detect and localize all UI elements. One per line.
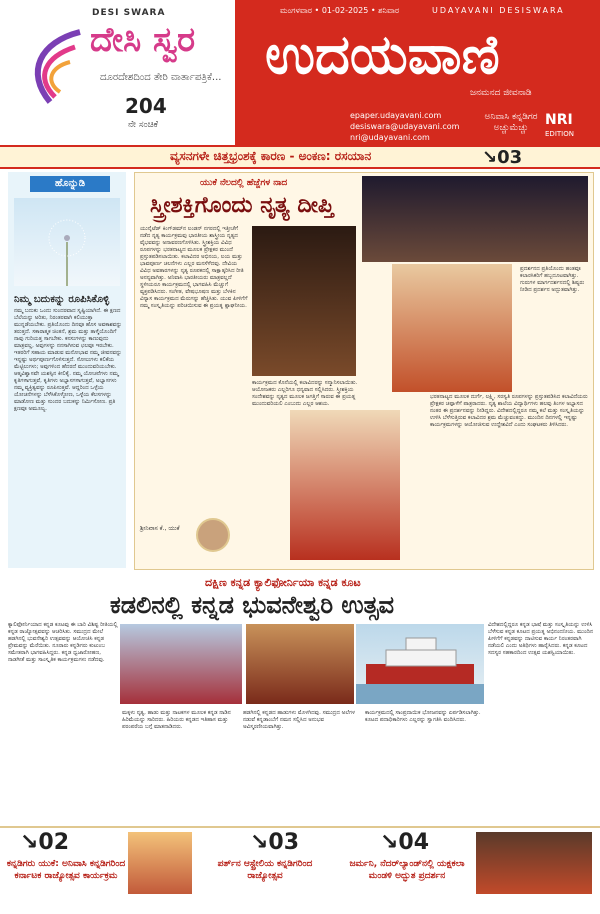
- edition-main: NRI: [545, 112, 573, 128]
- feature-body-1: ಯುನೈಟೆಡ್ ಕಿಂಗ್‌ಡಮ್‌ನ ಲಂಡನ್ ನಗರದಲ್ಲಿ ಇತ್ತೀಚೆಗೆ ನಡೆದ ನೃತ್ಯ ಕಾರ್ಯಕ್ರಮವು ಭಾರತೀಯ ಶಾಸ್ತ್ರೀಯ ನೃತ್ಯದ ವೈಭವವನ್ನು ಅನಾವರಣಗೊಳಿಸಿತು. ಸ್ತ್ರೀಶಕ್ತಿಯ ವಿವಿಧ ರೂಪಗಳನ್ನು ಭರತನಾಟ್ಯದ ಮೂಲಕ ಪ್ರೇಕ್ಷಕರ ಮುಂದೆ ಪ್ರಸ್ತುತಪಡಿಸಲಾಯಿತು. ಕಲಾವಿದರ ಅಭಿನಯ, ಲಯ ಮತ್ತು ಭಾವಪೂರ್ಣ ಚಲನೆಗಳು ಎಲ್ಲರ ಮನಸೆಳೆದವು. ದೇವಿಯ ವಿವಿಧ ಅವತಾರಗಳನ್ನು ನೃತ್ಯ ರೂಪಕದಲ್ಲಿ ಸಾಕ್ಷಾತ್ಕರಿಸಿದ ರೀತಿ ಅನನ್ಯವಾಗಿತ್ತು. ಅನಿವಾಸಿ ಭಾರತೀಯರು ಮಾತ್ರವಲ್ಲದೆ ಸ್ಥಳೀಯರೂ ಕಾರ್ಯಕ್ರಮದಲ್ಲಿ ಭಾಗವಹಿಸಿ ಮೆಚ್ಚುಗೆ ವ್ಯಕ್ತಪಡಿಸಿದರು. ಸಂಗೀತ, ವೇಷಭೂಷಣ ಮತ್ತು ಬೆಳಕಿನ ವಿನ್ಯಾಸ ಕಾರ್ಯಕ್ರಮದ ಮೆರುಗನ್ನು ಹೆಚ್ಚಿಸಿತು. ಯುವ ಪೀಳಿಗೆಗೆ ನಮ್ಮ ಸಂಸ್ಕೃತಿಯನ್ನು ಪರಿಚಯಿಸುವ ಈ ಪ್ರಯತ್ನ ಶ್ಲಾಘನೀಯ.: [140, 226, 248, 309]
- second-kicker: ದಕ್ಷಿಣ ಕನ್ನಡ ಕ್ಯಾಲಿಫೋರ್ನಿಯಾ ಕನ್ನಡ ಕೂಟ: [205, 576, 361, 589]
- desiswara-logo-icon: [20, 22, 90, 112]
- stage-photo: [362, 176, 588, 262]
- issue-label: ನೇ ಸಂಚಿಕೆ: [128, 120, 159, 130]
- footer-divider: [0, 826, 600, 828]
- idol-photo: [246, 624, 354, 704]
- contact-email-desiswara[interactable]: desiswara@udayavani.com: [350, 122, 460, 131]
- second-body-3: ಹಡಗಿನಲ್ಲಿ ಕನ್ನಡದ ಹಾಡುಗಳು ಮೊಳಗಿದವು. ಸಮುದ್ರದ ಅಲೆಗಳ ನಡುವೆ ಕನ್ನಡಾಂಬೆಗೆ ನಮನ ಸಲ್ಲಿಸಿದ ಅನುಭವ ಅವಿಸ್ಮರಣೀಯವಾಗಿತ್ತು.: [243, 710, 355, 730]
- feature-body-2: ಪ್ರದರ್ಶನದ ಪ್ರತಿಯೊಂದು ಹಂತವೂ ಕಲಾರಸಿಕರಿಗೆ ಹಬ್ಬದೂಟವಾಗಿತ್ತು. ಗುರುಗಳ ಮಾರ್ಗದರ್ಶನದಲ್ಲಿ ಶಿಷ್ಯರು ನೀಡಿದ ಪ್ರದರ್ಶನ ಅದ್ಭುತವಾಗಿತ್ತು.: [520, 266, 585, 293]
- feature-kicker: ಯುಕೆ ನೆಲದಲ್ಲಿ ಹೆಜ್ಜೆಗಳ ನಾದ: [200, 178, 288, 188]
- dancer-photo-1: [252, 226, 356, 376]
- second-title[interactable]: ಕಡಲಿನಲ್ಲಿ ಕನ್ನಡ ಭುವನೇಶ್ವರಿ ಉತ್ಸವ: [110, 590, 395, 619]
- author-name: ಶ್ರೀನಿವಾಸ ಕೆ., ಯುಕೆ: [140, 525, 180, 532]
- thought-title: ಹೊನ್ನುಡಿ: [30, 176, 110, 192]
- teaser-1-photo: [128, 832, 192, 894]
- teaser-1-text[interactable]: ಕನ್ನಡಿಗರು ಯುಕೆ: ಅನಿವಾಸಿ ಕನ್ನಡಿಗರಿಂದ ಕರ್ನಾಟಕ ರಾಜ್ಯೋತ್ಸವ ಕಾರ್ಯಕ್ರಮ: [6, 859, 126, 881]
- headline-page-ref[interactable]: ↘03: [482, 147, 523, 168]
- paper-label: UDAYAVANI DESISWARA: [432, 6, 565, 15]
- second-body-2: ಮಕ್ಕಳು ನೃತ್ಯ, ಹಾಡು ಮತ್ತು ನಾಟಕಗಳ ಮೂಲಕ ಕನ್ನಡ ನಾಡಿನ ಹಿರಿಮೆಯನ್ನು ಸಾರಿದರು. ಹಿರಿಯರು ಕನ್ನಡದ ಇತಿಹಾಸ ಮತ್ತು ಪರಂಪರೆಯ ಬಗ್ಗೆ ಮಾತನಾಡಿದರು.: [122, 710, 231, 730]
- feature-body-4: ಭರತನಾಟ್ಯದ ಮೂಲಕ ದುರ್ಗೆ, ಲಕ್ಷ್ಮಿ, ಸರಸ್ವತಿ ರೂಪಗಳನ್ನು ಪ್ರಸ್ತುತಪಡಿಸಿದ ಕಲಾವಿದೆಯರು ಪ್ರೇಕ್ಷಕರ ಚಪ್ಪಾಳೆಗೆ ಪಾತ್ರರಾದರು. ನೃತ್ಯ ಶಾಲೆಯ ವಿದ್ಯಾರ್ಥಿಗಳು ಹಲವು ತಿಂಗಳ ಅಭ್ಯಾಸದ ನಂತರ ಈ ಪ್ರದರ್ಶನವನ್ನು ನೀಡಿದ್ದರು. ವಿದೇಶದಲ್ಲಿದ್ದರೂ ನಮ್ಮ ಕಲೆ ಮತ್ತು ಸಂಸ್ಕೃತಿಯನ್ನು ಉಳಿಸಿ ಬೆಳೆಸುತ್ತಿರುವ ಕಲಾವಿದರ ಶ್ರಮ ಮೆಚ್ಚುವಂತದ್ದು. ಮುಂದಿನ ದಿನಗಳಲ್ಲಿ ಇನ್ನಷ್ಟು ಕಾರ್ಯಕ್ರಮಗಳನ್ನು ಆಯೋಜಿಸುವ ಉದ್ದೇಶವಿದೆ ಎಂದು ಸಂಘಟಕರು ತಿಳಿಸಿದರು.: [430, 394, 588, 428]
- teaser-2-text[interactable]: ಪರ್ತ್‌ನ ಆಸ್ಟ್ರೇಲಿಯ ಕನ್ನಡಿಗರಿಂದ ರಾಜ್ಯೋತ್ಸವ: [217, 859, 313, 881]
- contact-email-nri[interactable]: nri@udayavani.com: [350, 133, 430, 142]
- author-avatar: [196, 518, 230, 552]
- ship-photo: [356, 624, 484, 704]
- brand-tagline: ದೂರದೇಶದಿಂದ ತೇರಿ ವಾರ್ತಾಪತ್ರಿಕೆ...: [100, 72, 222, 83]
- brand-small-label: DESI SWARA: [92, 8, 166, 18]
- paper-title: ಉದಯವಾಣಿ: [265, 22, 500, 86]
- feature-title[interactable]: ಸ್ತ್ರೀಶಕ್ತಿಗೊಂದು ನೃತ್ಯ ದೀಪ್ತಿ: [150, 192, 334, 218]
- brand-title: ದೇಸಿ ಸ್ವರ: [90, 20, 196, 60]
- dandelion-icon: [14, 198, 120, 286]
- teaser-3-text[interactable]: ಜರ್ಮನಿ, ನೆದರ್‌ಲ್ಯಾಂಡ್‌ನಲ್ಲಿ ಯಕ್ಷಕಲಾ ಮಂಡಳಿ ಅದ್ಭುತ ಪ್ರದರ್ಶನ: [349, 859, 465, 881]
- paper-motto: ಜನಮನದ ಜೀವನಾಡಿ: [470, 88, 532, 98]
- thought-heading: ನಿಮ್ಮ ಬದುಕನ್ನು ರೂಪಿಸಿಕೊಳ್ಳಿ: [14, 294, 110, 305]
- second-body-4: ಕಾರ್ಯಕ್ರಮದಲ್ಲಿ ಸಾಂಪ್ರದಾಯಿಕ ಭೋಜನವನ್ನು ಏರ್ಪಡಿಸಲಾಗಿತ್ತು. ಕೂಟದ ಪದಾಧಿಕಾರಿಗಳು ಎಲ್ಲರನ್ನು ಸ್ವಾಗತಿಸಿ ವಂದಿಸಿದರು.: [365, 710, 481, 723]
- edition-sub: EDITION: [545, 130, 574, 138]
- issue-number: 204: [125, 94, 167, 118]
- thought-body: ನಮ್ಮ ಬದುಕು ಒಂದು ಸುಂದರವಾದ ಸೃಷ್ಟಿಯಾಗಿದೆ. ಈ ಕ್ಷಣದ ಬೆಲೆಯನ್ನು ಅರಿತು, ನಿರಂತರವಾಗಿ ಕಲಿಯುತ್ತಾ ಮುನ್ನಡೆಯಬೇಕು. ಪ್ರತಿಯೊಂದು ದಿನವೂ ಹೊಸ ಅವಕಾಶವನ್ನು ತರುತ್ತದೆ. ಸಕಾರಾತ್ಮಕ ಚಿಂತನೆ, ಶ್ರಮ ಮತ್ತು ತಾಳ್ಮೆಯೊಂದಿಗೆ ನಾವು ಗುರಿಯತ್ತ ಸಾಗಬೇಕು. ಕನಸುಗಳನ್ನು ಕಾಣುವುದು ಮಾತ್ರವಲ್ಲ, ಅವುಗಳನ್ನು ನನಸಾಗಿಸುವ ಛಲವೂ ಇರಬೇಕು. ಇತರರಿಗೆ ಸಹಾಯ ಮಾಡುವ ಮನೋಭಾವ ನಮ್ಮ ಜೀವನವನ್ನು ಇನ್ನಷ್ಟು ಅರ್ಥಪೂರ್ಣಗೊಳಿಸುತ್ತದೆ. ಸೋಲುಗಳು ಕಲಿಕೆಯ ಮೆಟ್ಟಿಲುಗಳು; ಅವುಗಳಿಂದ ಹೆದರದೆ ಮುಂದುವರಿಯಬೇಕು. ಆತ್ಮವಿಶ್ವಾಸವೇ ಯಶಸ್ಸಿನ ಕೀಲಿಕೈ. ನಮ್ಮ ಯೋಚನೆಗಳು ನಮ್ಮ ಕೃತಿಗಳಾಗುತ್ತವೆ, ಕೃತಿಗಳು ಅಭ್ಯಾಸಗಳಾಗುತ್ತವೆ, ಅಭ್ಯಾಸಗಳು ನಮ್ಮ ವ್ಯಕ್ತಿತ್ವವನ್ನು ರೂಪಿಸುತ್ತವೆ. ಆದ್ದರಿಂದ ಒಳ್ಳೆಯ ಯೋಚನೆಗಳನ್ನು ಬೆಳೆಸಿಕೊಳ್ಳೋಣ, ಒಳ್ಳೆಯ ಕೆಲಸಗಳನ್ನು ಮಾಡೋಣ ಮತ್ತು ಸುಂದರ ಬದುಕನ್ನು ನಿರ್ಮಿಸೋಣ. ಪ್ರತಿ ಕ್ಷಣವೂ ಅಮೂಲ್ಯ.: [14, 308, 122, 412]
- ship-icon: [356, 624, 484, 704]
- feature-body-3: ಕಾರ್ಯಕ್ರಮದ ಕೊನೆಯಲ್ಲಿ ಕಲಾವಿದರನ್ನು ಸನ್ಮಾನಿಸಲಾಯಿತು. ಆಯೋಜಕರು ಎಲ್ಲರಿಗೂ ಧನ್ಯವಾದ ಸಲ್ಲಿಸಿದರು. ಸ್ತ್ರೀಶಕ್ತಿಯ ಸಂದೇಶವನ್ನು ನೃತ್ಯದ ಮೂಲಕ ಜಗತ್ತಿಗೆ ಸಾರುವ ಈ ಪ್ರಯತ್ನ ಮುಂದುವರಿಯಲಿ ಎಂಬುದು ಎಲ್ಲರ ಆಶಯ.: [252, 380, 358, 407]
- teaser-3-photo: [476, 832, 592, 894]
- second-body-1: ಕ್ಯಾಲಿಫೋರ್ನಿಯಾದ ಕನ್ನಡ ಕೂಟವು ಈ ಬಾರಿ ವಿಶಿಷ್ಟ ರೀತಿಯಲ್ಲಿ ಕನ್ನಡ ರಾಜ್ಯೋತ್ಸವವನ್ನು ಆಚರಿಸಿತು. ಸಮುದ್ರದ ಮೇಲೆ ಹಡಗಿನಲ್ಲಿ ಭುವನೇಶ್ವರಿ ಉತ್ಸವವನ್ನು ಆಯೋಜಿಸಿ ಕನ್ನಡ ಪ್ರೇಮವನ್ನು ಮೆರೆಯಿತು. ನೂರಾರು ಕನ್ನಡಿಗರು ಕುಟುಂಬ ಸಮೇತರಾಗಿ ಭಾಗವಹಿಸಿದ್ದರು. ಕನ್ನಡ ಧ್ವಜಾರೋಹಣ, ನಾಡಗೀತೆ ಮತ್ತು ಸಾಂಸ್ಕೃತಿಕ ಕಾರ್ಯಕ್ರಮಗಳು ನಡೆದವು.: [8, 622, 118, 663]
- teaser-3-page[interactable]: ↘04: [380, 830, 430, 855]
- date-line: ಮಂಗಳವಾರ • 01-02-2025 • ಶನಿವಾರ: [280, 6, 400, 15]
- dancer-photo-3: [290, 410, 400, 560]
- contacts: [350, 110, 459, 143]
- headline-strip-text[interactable]: ವ್ಯಸನಗಳೇ ಚಿತ್ತಭ್ರಂಶಕ್ಕೆ ಕಾರಣ - ಅಂಕಣ: ರಸಯಾನ: [170, 149, 372, 163]
- contact-epaper-link[interactable]: epaper.udayavani.com: [350, 111, 442, 120]
- tagline-right: ಅನಿವಾಸಿ ಕನ್ನಡಿಗರ ಅಚ್ಚುಮೆಚ್ಚು: [484, 112, 538, 133]
- second-body-5: ವಿದೇಶದಲ್ಲಿದ್ದರೂ ಕನ್ನಡ ಭಾಷೆ ಮತ್ತು ಸಂಸ್ಕೃತಿಯನ್ನು ಉಳಿಸಿ ಬೆಳೆಸುವ ಕನ್ನಡ ಕೂಟದ ಪ್ರಯತ್ನ ಅಭಿನಂದನೀಯ. ಮುಂದಿನ ಪೀಳಿಗೆಗೆ ಕನ್ನಡವನ್ನು ದಾಟಿಸುವ ಕಾರ್ಯ ನಿರಂತರವಾಗಿ ನಡೆಯಲಿ ಎಂದು ಅತಿಥಿಗಳು ಹಾರೈಸಿದರು. ಕನ್ನಡ ಕೂಟದ ಸದಸ್ಯರ ಸಹಕಾರದಿಂದ ಉತ್ಸವ ಯಶಸ್ವಿಯಾಯಿತು.: [488, 622, 594, 656]
- teaser-2-page[interactable]: ↘03: [250, 830, 300, 855]
- dandelion-photo: [14, 198, 120, 286]
- teaser-1-page[interactable]: ↘02: [20, 830, 70, 855]
- dancer-photo-2: [392, 264, 512, 392]
- group-photo: [120, 624, 242, 704]
